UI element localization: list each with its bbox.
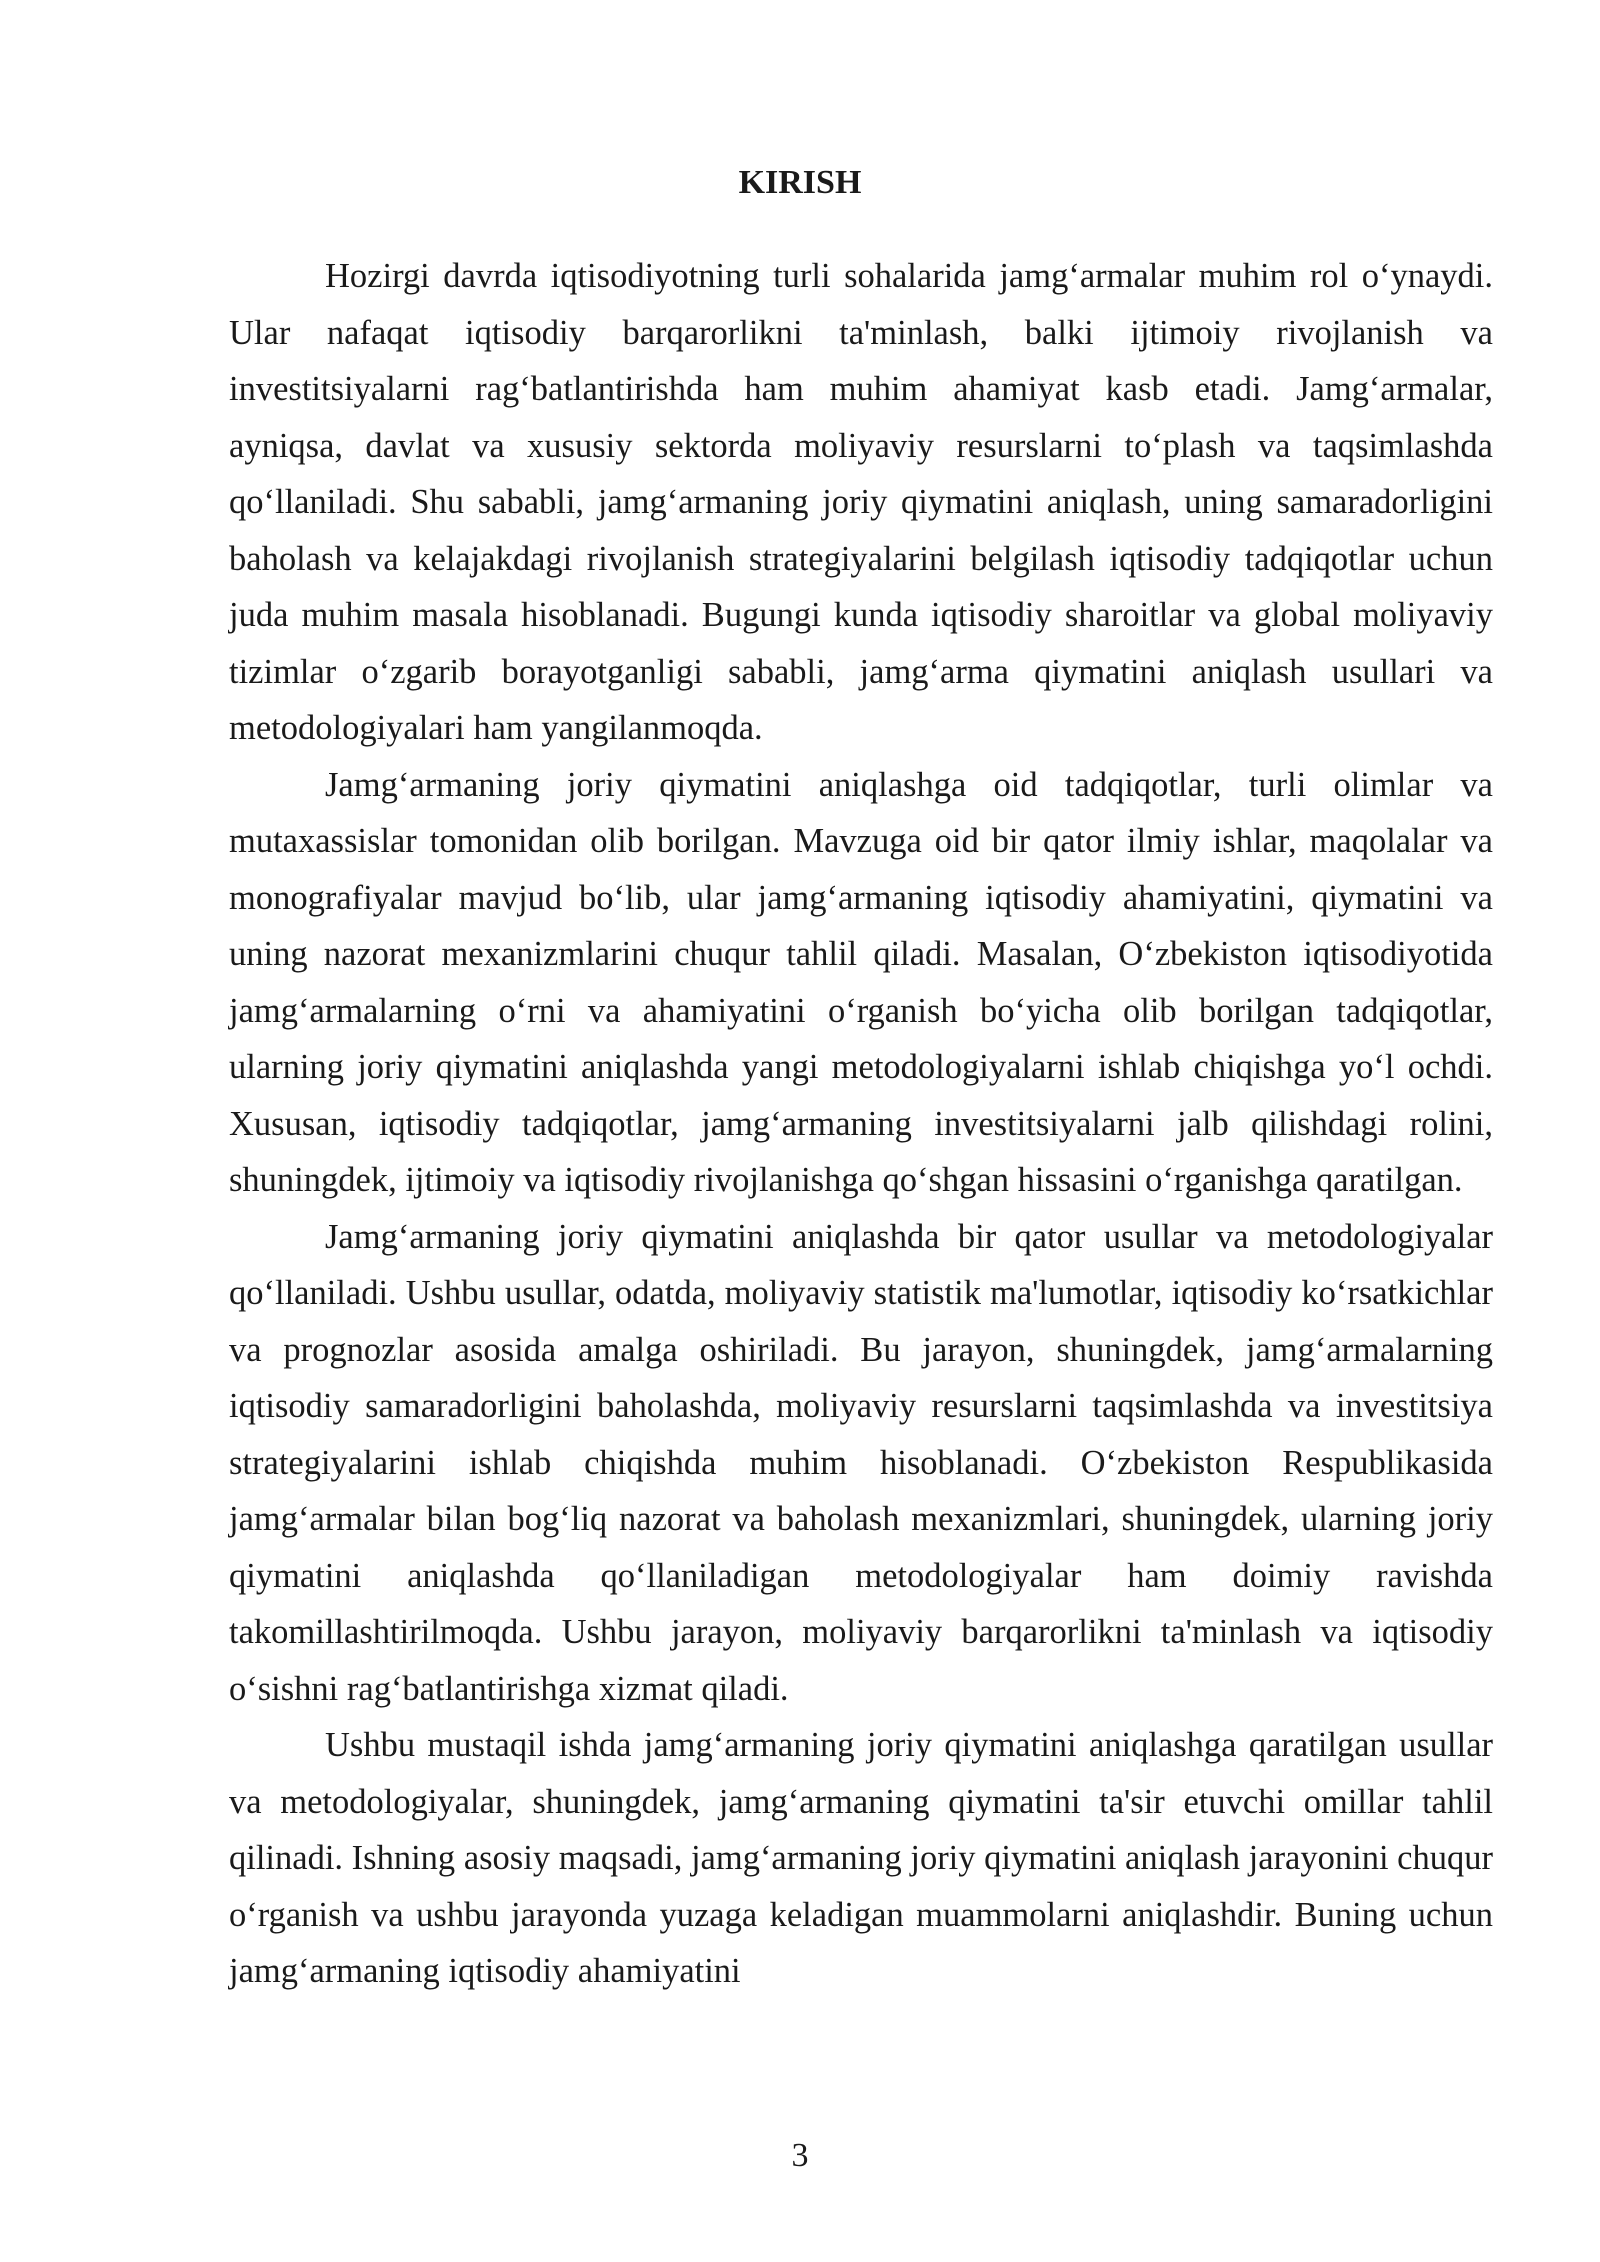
body-text	[229, 248, 1493, 2000]
paragraph-2: Jamg‘armaning joriy qiymatini aniqlashga oid tadqiqotlar, turli olimlar va mutaxassislar tomonidan olib borilgan. Mavzuga oid bir qator ilmiy ishlar, maqolalar va monografiyalar mavjud bo‘lib, ular jamg‘armaning iqtisodiy ahamiyatini, qiymatini va uning nazorat mexanizmlarini chuqur tahlil qiladi. Masalan, O‘zbekiston iqtisodiyotida jamg‘armalarning o‘rni va ahamiyatini o‘rganish bo‘yicha olib borilgan tadqiqotlar, ularning joriy qiymatini aniqlashda yangi metodologiyalarni ishlab chiqishga yo‘l ochdi. Xususan, iqtisodiy tadqiqotlar, jamg‘armaning investitsiyalarni jalb qilishdagi rolini, shuningdek, ijtimoiy va iqtisodiy rivojlanishga qo‘shgan hissasini o‘rganishga qaratilgan.	[229, 765, 1493, 1199]
paragraph-4: Ushbu mustaqil ishda jamg‘armaning joriy qiymatini aniqlashga qaratilgan usullar va metodologiyalar, shuningdek, jamg‘armaning qiymatini ta'sir etuvchi omillar tahlil qilinadi. Ishning asosiy maqsadi, jamg‘armaning joriy qiymatini aniqlash jarayonini chuqur o‘rganish va ushbu jarayonda yuzaga keladigan muammolarni aniqlashdir. Buning uchun jamg‘armaning iqtisodiy ahamiyatini	[229, 1726, 1493, 1990]
page-title: KIRISH	[738, 164, 862, 201]
paragraph-3: Jamg‘armaning joriy qiymatini aniqlashda bir qator usullar va metodologiyalar qo‘llaniladi. Ushbu usullar, odatda, moliyaviy statistik ma'lumotlar, iqtisodiy ko‘rsatkichlar va prognozlar asosida amalga oshiriladi. Bu jarayon, shuningdek, jamg‘armalarning iqtisodiy samaradorligini baholashda, moliyaviy resurslarni taqsimlashda va investitsiya strategiyalarini ishlab chiqishda muhim hisoblanadi. O‘zbekiston Respublikasida jamg‘armalar bilan bog‘liq nazorat va baholash mexanizmlari, shuningdek, ularning joriy qiymatini aniqlashda qo‘llaniladigan metodologiyalar ham doimiy ravishda takomillashtirilmoqda. Ushbu jarayon, moliyaviy barqarorlikni ta'minlash va iqtisodiy o‘sishni rag‘batlantirishga xizmat qiladi.	[229, 1217, 1493, 1708]
page-number: 3	[791, 2137, 809, 2174]
paragraph-1: Hozirgi davrda iqtisodiyotning turli sohalarida jamg‘armalar muhim rol o‘ynaydi. Ular nafaqat iqtisodiy barqarorlikni ta'minlash, balki ijtimoiy rivojlanish va investitsiyalarni rag‘batlantirishda ham muhim ahamiyat kasb etadi. Jamg‘armalar, ayniqsa, davlat va xususiy sektorda moliyaviy resurslarni to‘plash va taqsimlashda qo‘llaniladi. Shu sababli, jamg‘armaning joriy qiymatini aniqlash, uning samaradorligini baholash va kelajakdagi rivojlanish strategiyalarini belgilash iqtisodiy tadqiqotlar uchun juda muhim masala hisoblanadi. Bugungi kunda iqtisodiy sharoitlar va global moliyaviy tizimlar o‘zgarib borayotganligi sababli, jamg‘arma qiymatini aniqlash usullari va metodologiyalari ham yangilanmoqda.	[229, 257, 1493, 747]
